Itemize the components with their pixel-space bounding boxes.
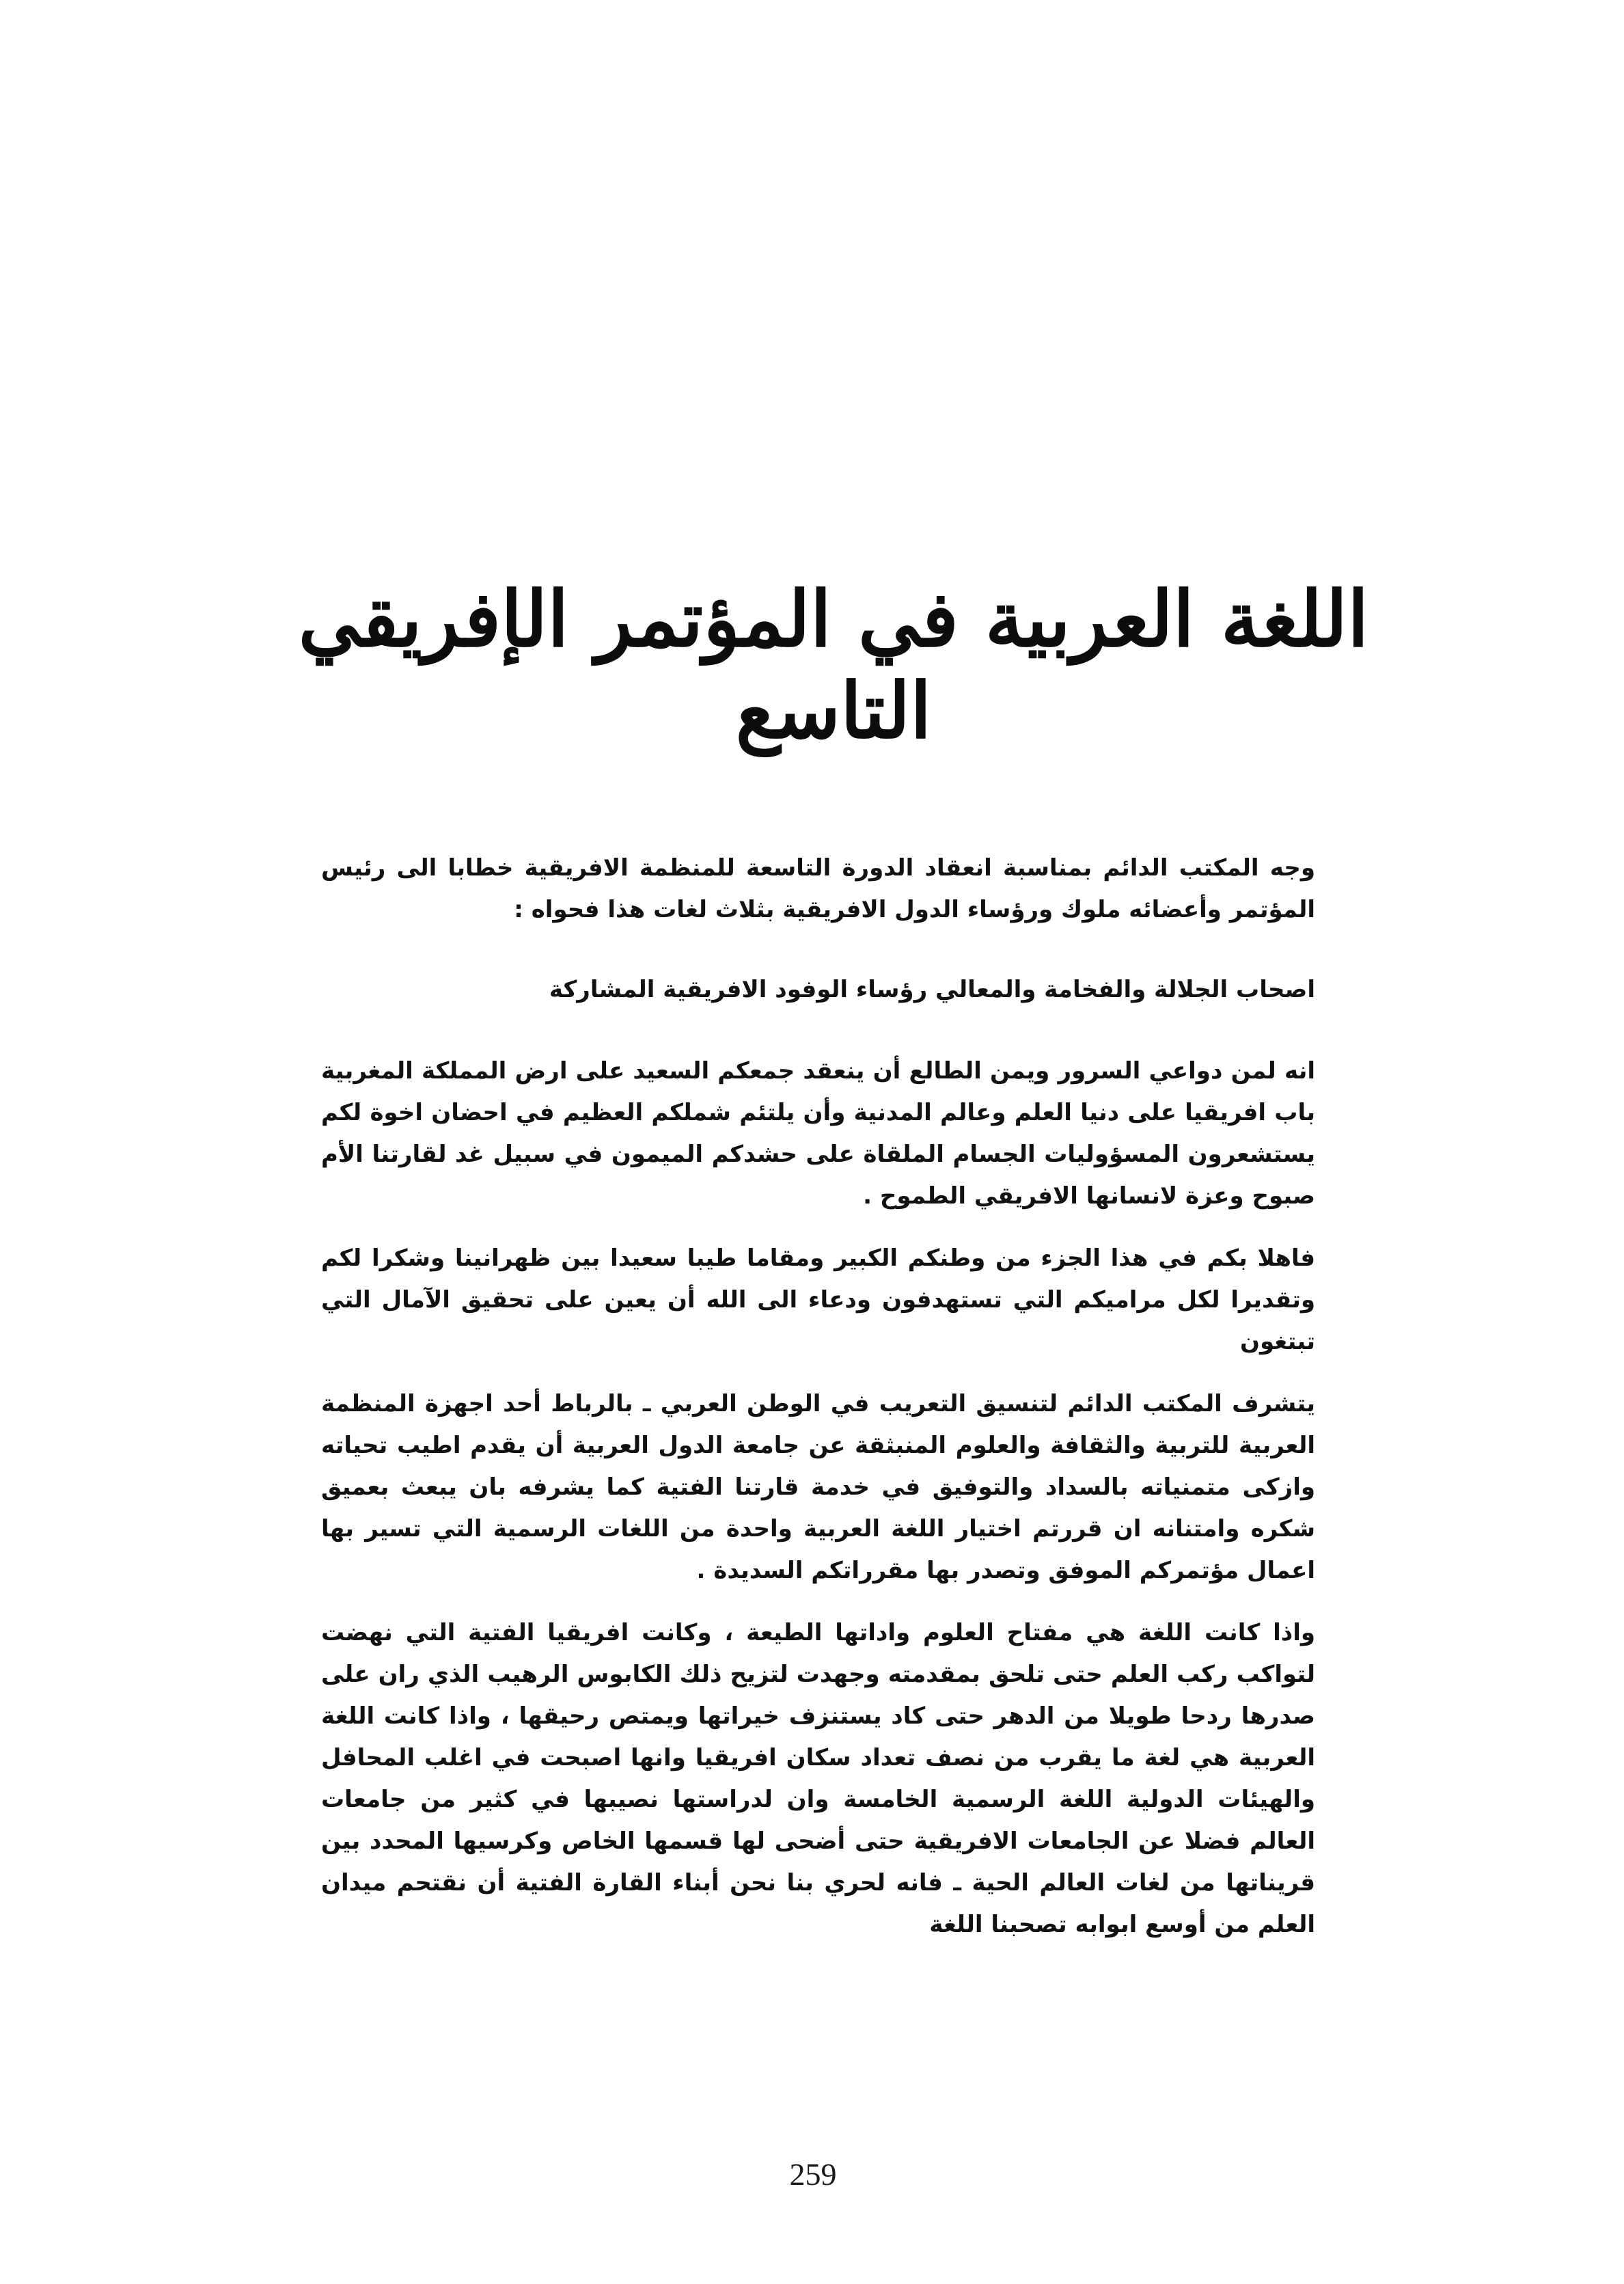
body-paragraph: فاهلا بكم في هذا الجزء من وطنكم الكبير ومقاما طيبا سعيدا بين ظهرانينا وشكرا لكم وتقديرا لكل مراميكم التي تستهدفون ودعاء الى الله أن يعين على تحقيق الآمال التي تبتغون: [321, 1245, 1315, 1355]
intro-paragraph: وجه المكتب الدائم بمناسبة انعقاد الدورة التاسعة للمنظمة الافريقية خطابا الى رئيس المؤتمر وأعضائه ملوك ورؤساء الدول الافريقية بثلاث لغات هذا فحواه :: [321, 854, 1315, 923]
page-number: 259: [789, 2157, 837, 2192]
body-paragraph: انه لمن دواعي السرور ويمن الطالع أن ينعقد جمعكم السعيد على ارض المملكة المغربية باب افريقيا على دنيا العلم وعالم المدنية وأن يلتئم شملكم العظيم في احضان اخوة لكم يستشعرون المسؤوليات الجسام الملقاة على حشدكم الميمون في سبيل غد لقارتنا الأم صبوح وعزة لانسانها الافريقي الطموح .: [321, 1057, 1315, 1210]
body-paragraph: واذا كانت اللغة هي مفتاح العلوم واداتها الطيعة ، وكانت افريقيا الفتية التي نهضت لتواكب ركب العلم حتى تلحق بمقدمته وجهدت لتزيح ذلك الكابوس الرهيب الذي ران على صدرها ردحا طويلا من الدهر حتى كاد يستنزف خيراتها ويمتص رحيقها ، واذا كانت اللغة العربية هي لغة ما يقرب من نصف تعداد سكان افريقيا وانها اصبحت في اغلب المحافل والهيئات الدولية اللغة الرسمية الخامسة وان لدراستها نصيبها في كثير من جامعات العالم فضلا عن الجامعات الافريقية حتى أضحى لها قسمها الخاص وكرسيها المحدد بين قريناتها من لغات العالم الحية ـ فانه لحري بنا نحن أبناء القارة الفتية أن نقتحم ميدان العلم من أوسع ابوابه تصحبنا اللغة: [321, 1619, 1315, 1938]
body-paragraph: يتشرف المكتب الدائم لتنسيق التعريب في الوطن العربي ـ بالرباط أحد اجهزة المنظمة العربية للتربية والثقافة والعلوم المنبثقة عن جامعة الدول العربية أن يقدم اطيب تحياته وازكى متمنياته بالسداد والتوفيق في خدمة قارتنا الفتية كما يشرفه بان يبعث بعميق شكره وامتنانه ان قررتم اختيار اللغة العربية واحدة من اللغات الرسمية التي تسير بها اعمال مؤتمركم الموفق وتصدر بها مقرراتكم السديدة .: [321, 1390, 1315, 1584]
article-body: [321, 847, 1315, 1946]
salutation-line: اصحاب الجلالة والفخامة والمعالي رؤساء الوفود الافريقية المشاركة: [549, 976, 1315, 1003]
article-title: اللغة العربية في المؤتمر الإفريقي التاسع: [298, 575, 1369, 757]
